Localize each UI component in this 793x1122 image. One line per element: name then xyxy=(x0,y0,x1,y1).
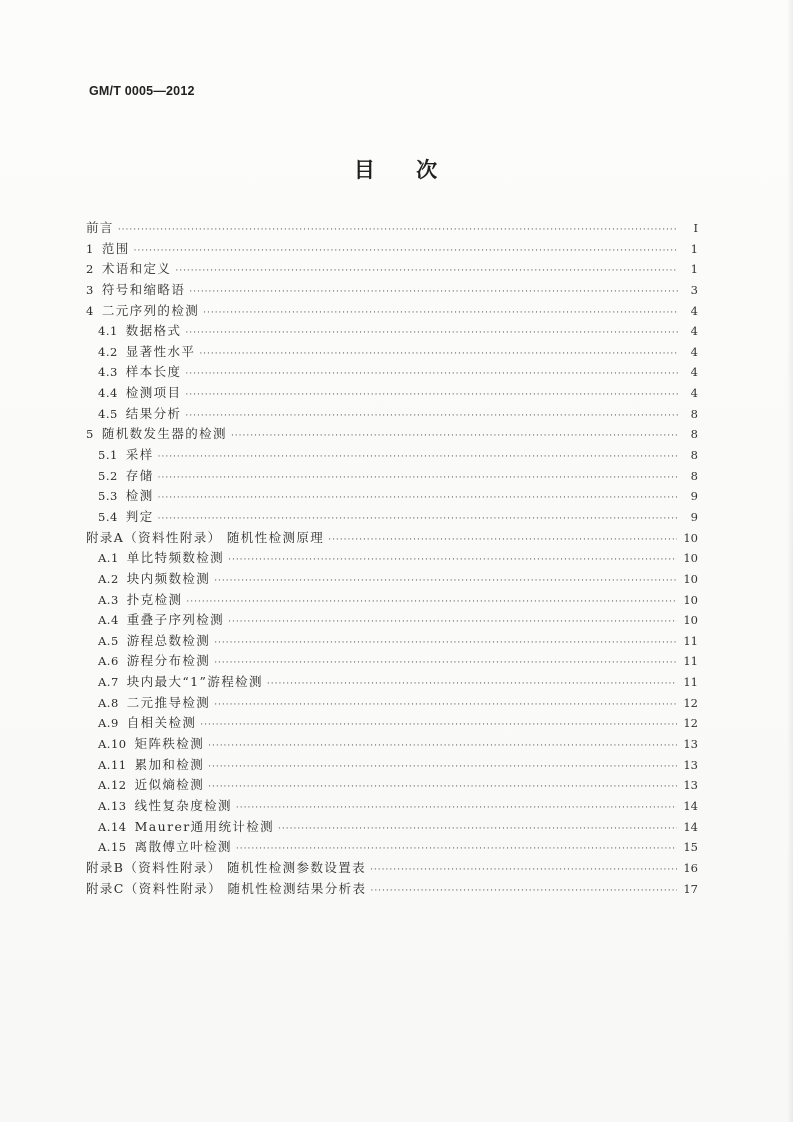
toc-entry-number: A.14 xyxy=(98,819,127,834)
toc-entry-label: 近似熵检测 xyxy=(134,777,205,793)
toc-entry[interactable] xyxy=(86,445,698,466)
toc-dot-leader xyxy=(228,555,677,565)
toc-entry-label: 单比特频数检测 xyxy=(126,550,225,566)
toc-entry-number: A.4 xyxy=(98,613,119,628)
toc-dot-leader xyxy=(158,473,678,483)
toc-dot-leader xyxy=(186,597,677,607)
toc-entry-number: 4.1 xyxy=(98,324,118,339)
toc-dot-leader xyxy=(236,803,677,813)
toc-entry[interactable] xyxy=(86,321,698,342)
toc-dot-leader xyxy=(370,865,677,875)
toc-entry-page-number: 11 xyxy=(683,675,698,690)
toc-entry[interactable] xyxy=(86,879,698,900)
toc-entry-number: 4.2 xyxy=(98,344,118,359)
toc-entry-page-number: 13 xyxy=(683,757,698,772)
toc-entry-number: 3 xyxy=(86,282,94,297)
toc-entry-number: A.2 xyxy=(98,571,119,586)
toc-entry-page-number: 4 xyxy=(690,365,698,380)
toc-entry-label: 游程总数检测 xyxy=(126,632,211,648)
toc-entry-page-number: 17 xyxy=(683,881,698,896)
toc-entry-page-number: 3 xyxy=(690,282,698,297)
toc-entry-label: 附录B（资料性附录） 随机性检测参数设置表 xyxy=(86,859,367,875)
toc-entry-page-number: 14 xyxy=(683,819,698,834)
toc-entry-page-number: 1 xyxy=(690,262,698,277)
toc-entry-number: A.7 xyxy=(98,675,119,690)
toc-dot-leader xyxy=(208,762,677,772)
toc-entry[interactable] xyxy=(86,631,698,652)
toc-entry-page-number: 11 xyxy=(683,654,698,669)
toc-entry-page-number: Ⅰ xyxy=(693,221,698,235)
toc-entry-label: 重叠子序列检测 xyxy=(126,612,225,628)
toc-entry[interactable] xyxy=(86,817,698,838)
toc-entry[interactable] xyxy=(86,342,698,363)
toc-entry-page-number: 4 xyxy=(690,344,698,359)
toc-entry[interactable] xyxy=(86,424,698,445)
toc-entry-number: 5.4 xyxy=(98,509,118,524)
toc-entry-number: A.12 xyxy=(98,778,127,793)
toc-entry-label: 显著性水平 xyxy=(125,343,196,359)
toc-entry-number: A.11 xyxy=(98,757,127,772)
toc-entry-page-number: 8 xyxy=(690,406,698,421)
toc-entry-label: 判定 xyxy=(125,508,154,524)
toc-entry-page-number: 10 xyxy=(683,613,698,628)
toc-dot-leader xyxy=(214,658,677,668)
toc-entry-number: 5.1 xyxy=(98,448,118,463)
toc-entry-label: 采样 xyxy=(125,447,154,463)
toc-entry-number: 5.2 xyxy=(98,468,118,483)
toc-entry-page-number: 16 xyxy=(683,860,698,875)
toc-entry-number: A.15 xyxy=(98,840,127,855)
toc-entry[interactable] xyxy=(86,796,698,817)
toc-entry-label: 结果分析 xyxy=(125,405,182,421)
toc-dot-leader xyxy=(236,844,677,854)
toc-entry-number: 5.3 xyxy=(98,489,118,504)
toc-entry[interactable] xyxy=(86,239,698,260)
toc-entry-number: 4 xyxy=(86,303,94,318)
toc-entry[interactable] xyxy=(86,218,698,239)
toc-entry-label: 随机数发生器的检测 xyxy=(101,426,227,442)
toc-dot-leader xyxy=(175,266,678,276)
toc-entry-label: 术语和定义 xyxy=(101,261,172,277)
toc-entry[interactable] xyxy=(86,672,698,693)
toc-dot-leader xyxy=(118,225,678,235)
toc-entry-number: A.5 xyxy=(98,633,119,648)
toc-entry-number: 2 xyxy=(86,262,94,277)
toc-entry-page-number: 12 xyxy=(683,695,698,710)
toc-entry[interactable] xyxy=(86,693,698,714)
toc-dot-leader xyxy=(189,287,678,297)
toc-entry-page-number: 1 xyxy=(690,241,698,256)
toc-entry-label: 附录C（资料性附录） 随机性检测结果分析表 xyxy=(86,880,367,896)
toc-entry-label: 自相关检测 xyxy=(126,715,197,731)
toc-entry[interactable] xyxy=(86,259,698,280)
toc-dot-leader xyxy=(278,824,677,834)
toc-dot-leader xyxy=(370,886,677,896)
toc-entry[interactable] xyxy=(86,404,698,425)
toc-dot-leader xyxy=(267,679,677,689)
toc-dot-leader xyxy=(185,411,678,421)
toc-entry-label: 块内频数检测 xyxy=(126,570,211,586)
toc-dot-leader xyxy=(231,431,678,441)
toc-dot-leader xyxy=(214,700,677,710)
toc-entry-label: 样本长度 xyxy=(125,364,182,380)
toc-entry[interactable] xyxy=(86,466,698,487)
toc-dot-leader xyxy=(199,349,678,359)
toc-entry[interactable] xyxy=(86,507,698,528)
toc-entry-page-number: 10 xyxy=(683,592,698,607)
page-title: 目 次 xyxy=(353,158,440,182)
toc-entry-page-number: 4 xyxy=(690,324,698,339)
toc-entry[interactable] xyxy=(86,528,698,549)
toc-entry-label: 检测项目 xyxy=(125,385,182,401)
toc-entry[interactable] xyxy=(86,590,698,611)
toc-entry-label: 累加和检测 xyxy=(134,756,205,772)
toc-entry-label: 线性复杂度检测 xyxy=(134,797,232,813)
toc-entry-page-number: 8 xyxy=(690,427,698,442)
toc-entry-number: A.10 xyxy=(98,737,127,752)
toc-entry[interactable] xyxy=(86,548,698,569)
toc-entry-label: 前言 xyxy=(86,220,114,235)
toc-entry-number: 5 xyxy=(86,427,94,442)
toc-entry-label: 范围 xyxy=(101,240,130,256)
toc-entry-number: 4.5 xyxy=(98,406,118,421)
toc-entry-number: 4.3 xyxy=(98,365,118,380)
toc-entry-number: 4.4 xyxy=(98,386,118,401)
toc-entry-number: A.3 xyxy=(98,592,119,607)
toc-entry[interactable] xyxy=(86,280,698,301)
toc-dot-leader xyxy=(214,638,677,648)
toc-dot-leader xyxy=(185,369,678,379)
toc-entry[interactable] xyxy=(86,713,698,734)
toc-entry-number: A.8 xyxy=(98,695,119,710)
toc-entry-number: A.1 xyxy=(98,551,119,566)
toc-dot-leader xyxy=(158,452,678,462)
document-code: GM/T 0005—2012 xyxy=(89,84,195,98)
toc-dot-leader xyxy=(228,617,677,627)
toc-entry-page-number: 13 xyxy=(683,737,698,752)
toc-entry-label: 附录A（资料性附录） 随机性检测原理 xyxy=(86,529,325,545)
toc-entry-page-number: 10 xyxy=(683,530,698,545)
toc-entry-label: 二元推导检测 xyxy=(126,694,211,710)
toc-dot-leader xyxy=(214,576,677,586)
toc-entry-number: 1 xyxy=(86,241,94,256)
toc-entry-page-number: 12 xyxy=(683,716,698,731)
toc-entry[interactable] xyxy=(86,383,698,404)
toc-dot-leader xyxy=(200,720,677,730)
toc-dot-leader xyxy=(185,328,678,338)
toc-entry[interactable] xyxy=(86,301,698,322)
toc-entry-label: 检测 xyxy=(125,488,154,504)
toc-entry[interactable] xyxy=(86,775,698,796)
toc-entry-page-number: 8 xyxy=(690,448,698,463)
toc-entry[interactable] xyxy=(86,755,698,776)
toc-entry[interactable] xyxy=(86,569,698,590)
toc-entry[interactable] xyxy=(86,486,698,507)
toc-entry-label: 游程分布检测 xyxy=(126,653,211,669)
toc-entry[interactable] xyxy=(86,610,698,631)
toc-dot-leader xyxy=(203,308,678,318)
toc-entry-label: 符号和缩略语 xyxy=(101,281,186,297)
toc-entry-label: 二元序列的检测 xyxy=(101,302,200,318)
toc-entry-label: Maurer通用统计检测 xyxy=(134,818,275,834)
toc-entry-page-number: 10 xyxy=(683,571,698,586)
toc-entry-page-number: 10 xyxy=(683,551,698,566)
toc-entry-page-number: 4 xyxy=(690,303,698,318)
toc-entry-label: 矩阵秩检测 xyxy=(134,736,205,752)
toc-entry-label: 离散傅立叶检测 xyxy=(134,839,232,855)
toc-dot-leader xyxy=(185,390,678,400)
toc-entry-label: 块内最大“1”游程检测 xyxy=(126,674,263,690)
toc-entry-page-number: 11 xyxy=(683,633,698,648)
toc-dot-leader xyxy=(208,782,677,792)
toc-dot-leader xyxy=(158,493,678,503)
toc-entry-page-number: 15 xyxy=(683,840,698,855)
toc-entry-number: A.9 xyxy=(98,716,119,731)
toc-entry-page-number: 14 xyxy=(683,798,698,813)
toc-entry-label: 扑克检测 xyxy=(126,591,183,607)
toc-entry-label: 存储 xyxy=(125,467,154,483)
toc-entry[interactable] xyxy=(86,734,698,755)
toc-entry-number: A.13 xyxy=(98,798,127,813)
toc-entry-page-number: 9 xyxy=(690,509,698,524)
toc-dot-leader xyxy=(328,535,677,545)
toc-entry[interactable] xyxy=(86,362,698,383)
toc-entry[interactable] xyxy=(86,837,698,858)
toc-entry-page-number: 9 xyxy=(690,489,698,504)
toc-dot-leader xyxy=(158,514,678,524)
table-of-contents xyxy=(86,218,698,899)
toc-entry-number: A.6 xyxy=(98,654,119,669)
toc-entry-page-number: 13 xyxy=(683,778,698,793)
toc-entry-page-number: 4 xyxy=(690,386,698,401)
toc-dot-leader xyxy=(134,246,678,256)
toc-entry-label: 数据格式 xyxy=(125,323,182,339)
toc-dot-leader xyxy=(208,741,677,751)
toc-entry-page-number: 8 xyxy=(690,468,698,483)
toc-entry[interactable] xyxy=(86,858,698,879)
toc-entry[interactable] xyxy=(86,651,698,672)
